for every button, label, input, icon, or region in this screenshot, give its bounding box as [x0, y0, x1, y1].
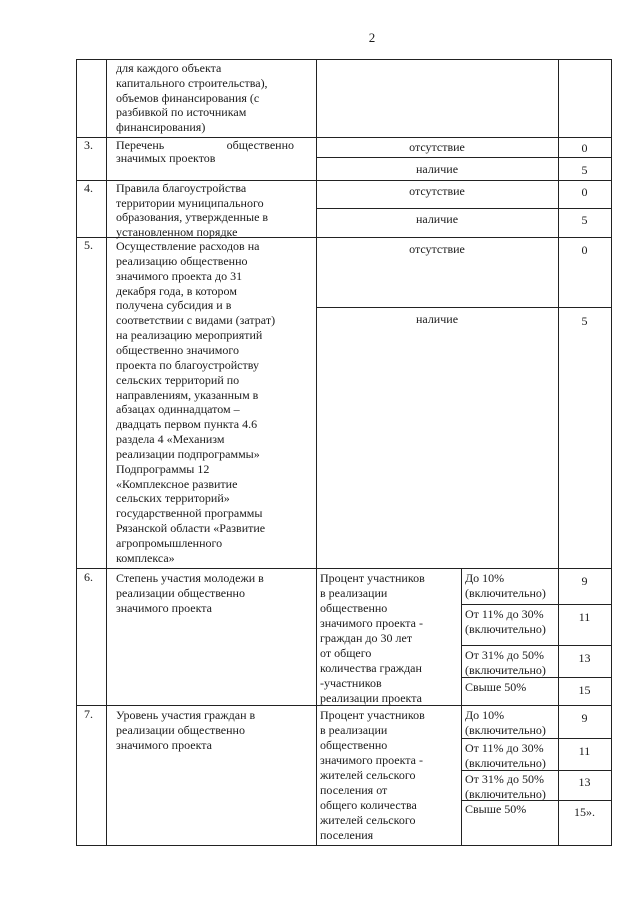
row6-range-score: 13	[578, 651, 591, 665]
row5-title-line: проекта по благоустройству	[116, 357, 259, 372]
row6-indicator-line: в реализации	[320, 586, 388, 600]
row6-range-score: 9	[581, 574, 588, 588]
row3-number: 3.	[84, 138, 93, 152]
row5-title-line: реализацию общественно	[116, 253, 248, 268]
row-cont-title-line: объемов финансирования (с	[116, 90, 260, 105]
row7-title-line: реализации общественно	[116, 723, 245, 737]
row6-indicator-line: общественно	[320, 601, 388, 615]
row-cont-title-line: капитального строительства),	[116, 75, 268, 90]
row6-indicator-line: Процент участников	[320, 571, 425, 585]
row6-range-line: (включительно)	[465, 586, 546, 600]
row7-indicator-line: общего количества	[320, 798, 417, 812]
row-border	[76, 59, 612, 60]
row5-title-line: направлениям, указанным в	[116, 387, 259, 402]
row-cont-title-line: для каждого объекта	[116, 61, 222, 75]
row5-title-line: сельских территорий по	[116, 372, 240, 387]
row3-option-absent: отсутствие	[409, 140, 465, 154]
row4-title-line: установленном порядке	[116, 224, 238, 239]
row5-title-line: Подпрограммы 12	[116, 461, 210, 476]
row4-title-line: образования, утвержденные в	[116, 210, 269, 224]
row6-title-line: Степень участия молодежи в	[116, 571, 264, 585]
range-divider	[461, 770, 611, 771]
row5-title-line: двадцать первом пункта 4.6	[116, 417, 258, 432]
row7-range-score: 13	[578, 775, 591, 789]
row7-range-score: 9	[581, 711, 588, 725]
row3-title-line: значимых проектов	[116, 151, 216, 165]
row6-range-line: От 11% до 30%	[465, 607, 544, 621]
row6-indicator-line: количества граждан	[320, 661, 422, 675]
row-cont-title-line: финансирования)	[116, 120, 206, 135]
row7-indicator-line: значимого проекта -	[320, 753, 423, 767]
row6-range-line: Свыше 50%	[465, 680, 527, 694]
row7-range-line: (включительно)	[465, 787, 546, 801]
row5-score-absent: 0	[581, 243, 588, 257]
table-border-right	[611, 59, 612, 846]
row4-title-line: Правила благоустройства	[116, 181, 247, 195]
col-border-number	[106, 59, 107, 845]
row7-number: 7.	[84, 707, 93, 721]
row6-range-score: 15	[578, 683, 591, 697]
option-divider	[316, 208, 611, 209]
row-border	[76, 568, 612, 569]
row6-range-line: (включительно)	[465, 663, 546, 677]
row5-title-line: раздела 4 «Механизм	[116, 432, 225, 447]
row4-number: 4.	[84, 181, 93, 195]
row5-title-line: комплекса»	[116, 550, 175, 565]
row-cont-title-line: разбивкой по источникам	[116, 105, 247, 120]
row5-title-line: на реализацию мероприятий	[116, 328, 263, 343]
row7-range-score: 15».	[574, 805, 595, 819]
row5-score-present: 5	[581, 314, 588, 328]
row6-indicator-line: значимого проекта -	[320, 616, 423, 630]
row5-title-line: значимого проекта до 31	[116, 268, 243, 283]
row6-range-score: 11	[578, 610, 591, 624]
row7-range-line: (включительно)	[465, 756, 546, 770]
row5-option-absent: отсутствие	[409, 242, 465, 256]
col-border-range	[461, 568, 462, 845]
row5-title-line: соответствии с видами (затрат)	[116, 313, 276, 328]
table-border-left	[76, 59, 77, 846]
col-border-title	[316, 59, 317, 845]
row-border	[76, 845, 612, 846]
row7-title-line: Уровень участия граждан в	[116, 708, 256, 722]
row7-indicator-line: поселения от	[320, 783, 388, 797]
option-divider	[316, 157, 611, 158]
option-divider	[316, 307, 611, 308]
row5-title-line: Осуществление расходов на	[116, 239, 260, 253]
page-number: 2	[368, 30, 376, 45]
row4-score-present: 5	[581, 213, 588, 227]
row4-title-line: территории муниципального	[116, 195, 264, 210]
range-divider	[461, 645, 611, 646]
row6-number: 6.	[84, 570, 93, 584]
row5-title-line: сельских территорий»	[116, 491, 230, 506]
row6-indicator-line: от общего	[320, 646, 372, 660]
row5-title-line: агропромышленного	[116, 536, 223, 550]
row6-indicator-line: реализации проекта	[320, 691, 422, 705]
range-divider	[461, 604, 611, 605]
row7-range-score: 11	[578, 744, 591, 758]
row6-range-line: До 10%	[465, 571, 505, 585]
row6-title-line: значимого проекта	[116, 601, 212, 615]
row7-indicator-line: жителей сельского	[320, 768, 416, 782]
row4-score-absent: 0	[581, 185, 588, 199]
row7-indicator-line: Процент участников	[320, 708, 425, 722]
row3-score-absent: 0	[581, 141, 588, 155]
row3-option-present: наличие	[415, 162, 459, 176]
row5-title-line: декабря года, в котором	[116, 283, 237, 298]
row5-title-line: получена субсидия и в	[116, 298, 232, 313]
row4-option-present: наличие	[415, 212, 459, 226]
row7-range-line: От 11% до 30%	[465, 741, 544, 755]
row7-indicator-line: в реализации	[320, 723, 388, 737]
row3-title-line: Перечень общественно	[116, 138, 294, 152]
row7-indicator-line: общественно	[320, 738, 388, 752]
row3-score-present: 5	[581, 163, 588, 177]
row5-title-line: абзацах одиннадцатом –	[116, 402, 240, 417]
row5-title-line: Рязанской области «Развитие	[116, 521, 266, 536]
row5-title-line: государственной программы	[116, 506, 263, 521]
row7-indicator-line: поселения	[320, 828, 374, 842]
range-divider	[461, 677, 611, 678]
row7-title-line: значимого проекта	[116, 738, 212, 752]
row7-range-line: Свыше 50%	[465, 802, 527, 816]
row6-indicator-line: -участников	[320, 676, 382, 690]
row-border	[76, 705, 612, 706]
row5-number: 5.	[84, 238, 93, 252]
row5-title-line: «Комплексное развитие	[116, 476, 238, 491]
row7-indicator-line: жителей сельского	[320, 813, 416, 827]
range-divider	[461, 738, 611, 739]
row7-range-line: До 10%	[465, 708, 505, 722]
row6-title-line: реализации общественно	[116, 586, 245, 600]
row5-title-line: общественно значимого	[116, 342, 239, 357]
row6-indicator-line: граждан до 30 лет	[320, 631, 413, 645]
row4-option-absent: отсутствие	[409, 184, 465, 198]
row5-title-line: реализации подпрограммы»	[116, 446, 260, 461]
row5-option-present: наличие	[415, 312, 459, 326]
row6-range-line: От 31% до 50%	[465, 648, 545, 662]
row7-range-line: (включительно)	[465, 723, 546, 737]
row7-range-line: От 31% до 50%	[465, 772, 545, 786]
row6-range-line: (включительно)	[465, 622, 546, 636]
